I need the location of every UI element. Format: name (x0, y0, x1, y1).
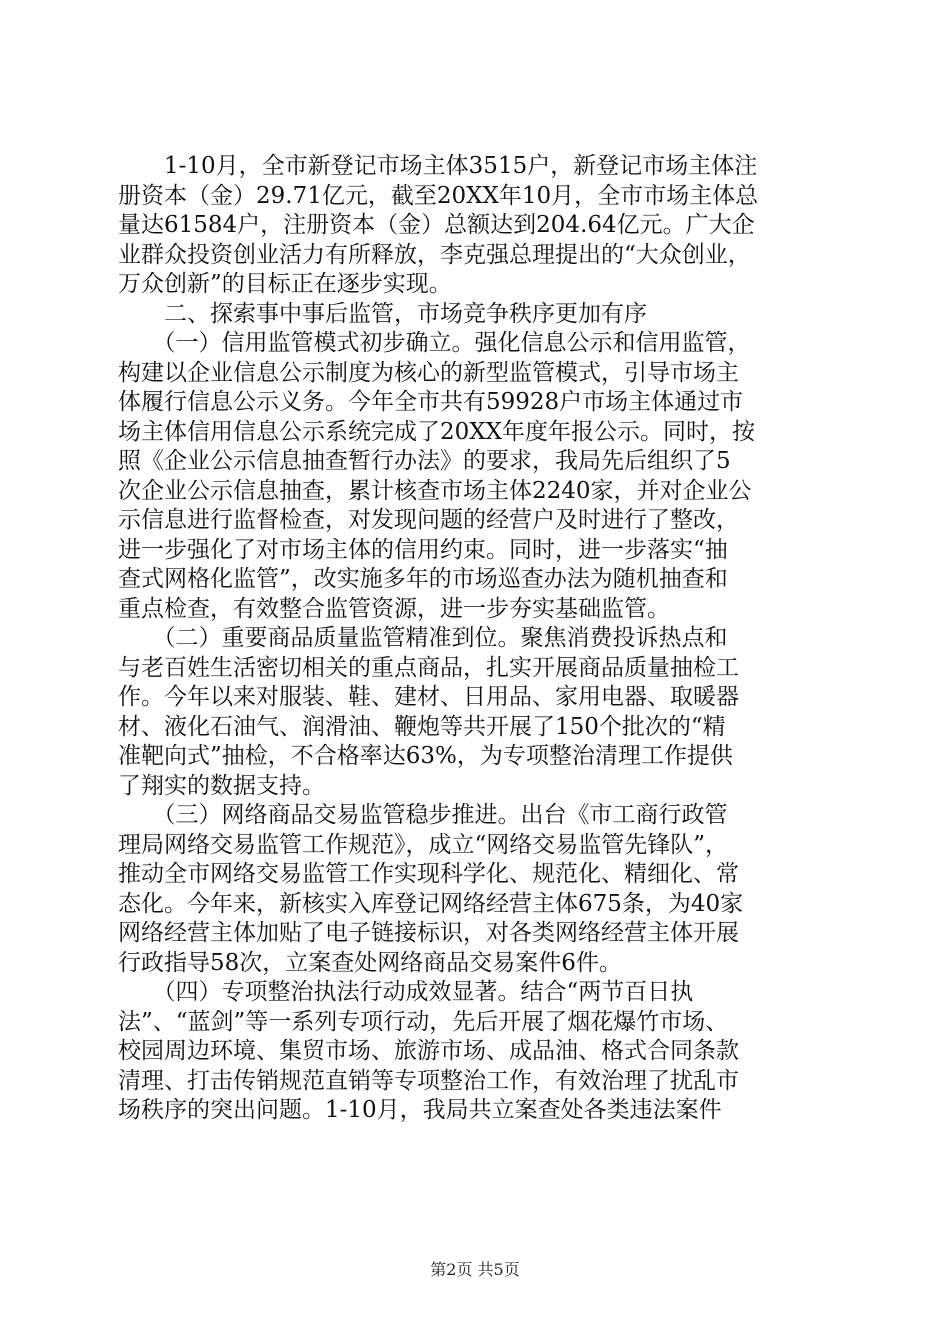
text-line: 进一步强化了对市场主体的信用约束。同时，进一步落实“抽 (118, 536, 728, 563)
page-footer: 第2页 共5页 (430, 1260, 520, 1279)
text-line: 查式网格化监管”，改实施多年的市场巡查办法为随机抽查和 (118, 566, 728, 592)
text-line: 场秩序的突出问题。1-10月，我局共立案查处各类违法案件 (118, 1097, 722, 1123)
text-line: （四）专项整治执法行动成效显著。结合“两节百日执 (118, 979, 694, 1005)
text-line: 1-10月，全市新登记市场主体3515户，新登记市场主体注 (118, 153, 758, 179)
text-line: 法”、“蓝剑”等一系列专项行动，先后开展了烟花爆竹市场、 (118, 1008, 729, 1035)
text-line: （一）信用监管模式初步确立。强化信息公示和信用监管， (118, 330, 751, 356)
text-line: 网络经营主体加贴了电子链接标识，对各类网络经营主体开展 (118, 920, 739, 946)
text-line: 构建以企业信息公示制度为核心的新型监管模式，引导市场主 (118, 359, 739, 386)
text-line: （二）重要商品质量监管精准到位。聚焦消费投诉热点和 (118, 625, 728, 651)
text-line: 册资本（金）29.71亿元，截至20XX年10月，全市市场主体总 (118, 182, 759, 209)
text-line: 示信息进行监督检查，对发现问题的经营户及时进行了整改， (118, 507, 739, 533)
text-line: 推动全市网络交易监管工作实现科学化、规范化、精细化、常 (118, 861, 739, 887)
text-line: 校园周边环境、集贸市场、旅游市场、成品油、格式合同条款 (118, 1038, 739, 1064)
text-line: 照《企业公示信息抽查暂行办法》的要求，我局先后组织了5 (118, 448, 731, 474)
text-line: 准靶向式”抽检，不合格率达63%，为专项整治清理工作提供 (118, 743, 733, 769)
text-line: 理局网络交易监管工作规范》，成立“网络交易监管先锋队”， (118, 831, 729, 858)
section-heading: 二、探索事中事后监管，市场竞争秩序更加有序 (118, 300, 647, 327)
text-line: 场主体信用信息公示系统完成了20XX年度年报公示。同时，按 (118, 418, 756, 445)
text-line: 量达61584户，注册资本（金）总额达到204.64亿元。广大企 (118, 212, 755, 238)
text-line: 体履行信息公示义务。今年全市共有59928户市场主体通过市 (118, 389, 744, 415)
text-line: 业群众投资创业活力有所释放，李克强总理提出的“大众创业， (118, 241, 751, 268)
text-line: 作。今年以来对服装、鞋、建材、日用品、家用电器、取暖器 (118, 684, 739, 710)
text-line: （三）网络商品交易监管稳步推进。出台《市工商行政管 (118, 802, 728, 828)
text-line: 了翔实的数据支持。 (118, 772, 325, 799)
text-line: 态化。今年来，新核实入库登记网络经营主体675条，为40家 (118, 890, 744, 917)
text-line: 万众创新”的目标正在逐步实现。 (118, 271, 452, 297)
text-line: 次企业公示信息抽查，累计核查市场主体2240家，并对企业公 (118, 477, 752, 504)
body-text (118, 152, 838, 1126)
text-line: 材、液化石油气、润滑油、鞭炮等共开展了150个批次的“精 (118, 713, 726, 740)
text-line: 重点检查，有效整合监管资源，进一步夯实基础监管。 (118, 595, 670, 622)
text-line: 与老百姓生活密切相关的重点商品，扎实开展商品质量抽检工 (118, 654, 739, 681)
text-line: 行政指导58次，立案查处网络商品交易案件6件。 (118, 949, 622, 976)
text-line: 清理、打击传销规范直销等专项整治工作，有效治理了扰乱市 (118, 1067, 739, 1094)
